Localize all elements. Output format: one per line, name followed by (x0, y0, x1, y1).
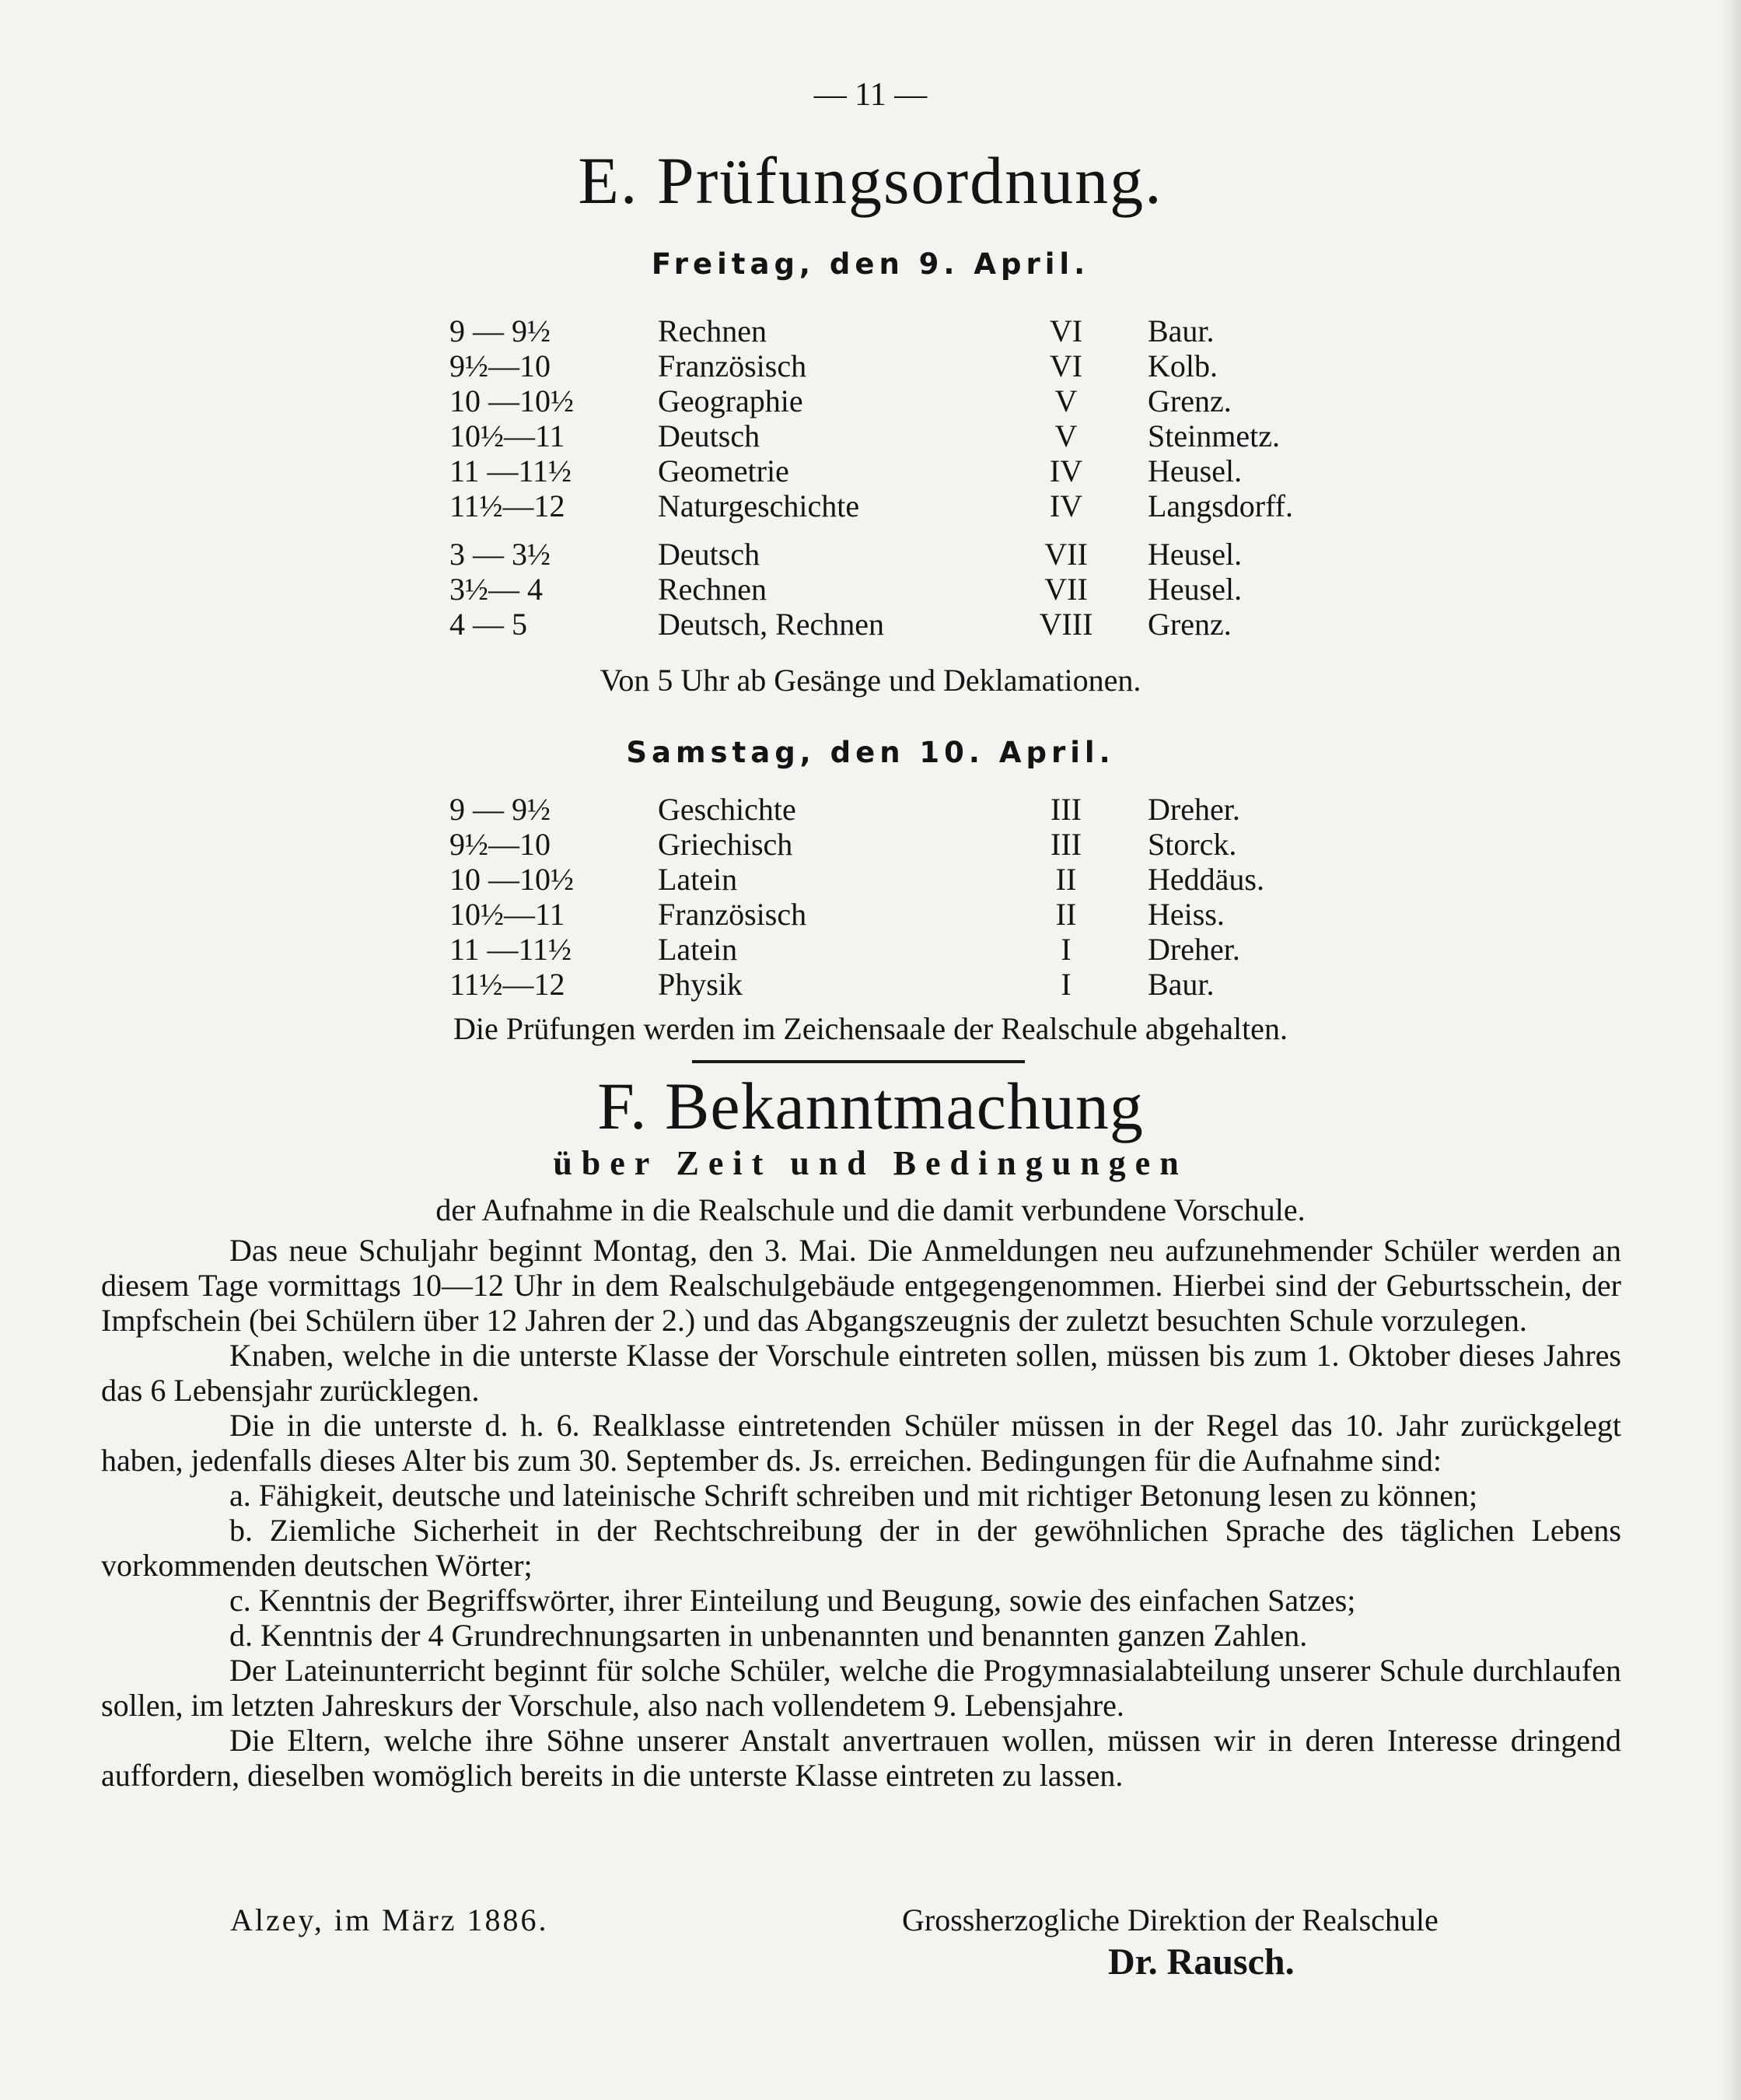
schedule-subject: Deutsch (658, 418, 760, 453)
schedule-row (420, 792, 1350, 827)
schedule-teacher: Grenz. (1148, 607, 1232, 642)
schedule-class: V (1054, 383, 1078, 418)
schedule-subject: Deutsch (658, 537, 760, 572)
schedule-teacher: Langsdorff. (1148, 488, 1293, 523)
schedule-time: 10½—11 (449, 897, 565, 932)
schedule-time: 9 — 9½ (449, 313, 551, 348)
schedule-teacher: Dreher. (1148, 792, 1240, 827)
schedule-time: 4 — 5 (449, 607, 527, 642)
schedule-teacher: Kolb. (1148, 348, 1218, 383)
condition-item: b. Ziemliche Sicherheit in der Rechtschreibung der in der gewöhnlichen Sprache des täglichen Lebens vorkommenden deutschen Wörter; (101, 1513, 1621, 1583)
section-f-subtitle: über Zeit und Bedingungen (553, 1144, 1188, 1182)
section-f-subtitle-2: der Aufnahme in die Realschule und die damit verbundene Vorschule. (435, 1192, 1306, 1227)
schedule-row (420, 383, 1350, 418)
paragraph: Knaben, welche in die unterste Klasse der Vorschule eintreten sollen, müssen bis zum 1. Oktober dieses Jahres das 6 Lebensjahr zurücklegen. (101, 1338, 1621, 1408)
schedule-class: V (1054, 418, 1078, 453)
schedule-subject: Französisch (658, 348, 807, 383)
schedule-teacher: Heusel. (1148, 572, 1243, 607)
schedule-row (420, 932, 1350, 967)
schedule-class: II (1055, 862, 1077, 897)
schedule-row (420, 488, 1350, 523)
condition-item: a. Fähigkeit, deutsche und lateinische Schrift schreiben und mit richtiger Betonung lesen zu können; (229, 1478, 1478, 1513)
schedule-row (420, 897, 1350, 932)
paragraph: Das neue Schuljahr beginnt Montag, den 3. Mai. Die Anmeldungen neu aufzunehmender Schüler werden an diesem Tage vormittags 10—12 Uhr in dem Realschulgebäude entgegengenommen. Hierbei sind der Geburtsschein, der Impfschein (bei Schülern über 12 Jahren der 2.) und das Abgangszeugnis der zuletzt besuchten Schule vorzulegen. (101, 1233, 1621, 1338)
schedule-subject: Griechisch (658, 827, 793, 862)
section-divider (692, 1060, 1025, 1063)
schedule-class: VIII (1039, 607, 1093, 642)
schedule-subject: Geometrie (658, 453, 789, 488)
schedule-row (420, 607, 1350, 642)
authority: Grossherzogliche Direktion der Realschule (902, 1902, 1439, 1937)
paragraph: Die in die unterste d. h. 6. Realklasse eintretenden Schüler müssen in der Regel das 10. Jahr zurückgelegt haben, jedenfalls dieses Alter bis zum 30. September ds. Js. erreichen. Bedingungen für die Aufnahme sind: (101, 1408, 1621, 1478)
schedule-class: I (1061, 932, 1072, 967)
schedule-time: 10 —10½ (449, 383, 574, 418)
schedule-time: 3½— 4 (449, 572, 543, 607)
schedule-row (420, 453, 1350, 488)
schedule-subject: Rechnen (658, 572, 767, 607)
schedule-class: VI (1049, 313, 1083, 348)
schedule-time: 10 —10½ (449, 862, 574, 897)
exam-location-note: Die Prüfungen werden im Zeichensaale der Realschule abgehalten. (453, 1011, 1288, 1046)
schedule-time: 11 —11½ (449, 453, 572, 488)
schedule-subject: Naturgeschichte (658, 488, 860, 523)
schedule-friday-morning (420, 313, 1350, 523)
schedule-teacher: Baur. (1148, 967, 1215, 1002)
schedule-teacher: Baur. (1148, 313, 1215, 348)
schedule-subject: Deutsch, Rechnen (658, 607, 885, 642)
friday-note: Von 5 Uhr ab Gesänge und Deklamationen. (600, 663, 1141, 698)
schedule-class: IV (1049, 488, 1083, 523)
page-edge-shadow (1721, 0, 1741, 2100)
schedule-subject: Latein (658, 862, 738, 897)
day2-heading: Samstag, den 10. April. (626, 736, 1115, 769)
section-f-title: F. Bekanntmachung (597, 1069, 1144, 1143)
schedule-class: II (1055, 897, 1077, 932)
schedule-subject: Französisch (658, 897, 807, 932)
condition-item: c. Kenntnis der Begriffswörter, ihrer Einteilung und Beugung, sowie des einfachen Satzes; (229, 1583, 1356, 1618)
schedule-teacher: Heddäus. (1148, 862, 1264, 897)
schedule-row (420, 827, 1350, 862)
schedule-time: 10½—11 (449, 418, 565, 453)
schedule-row (420, 967, 1350, 1002)
place-date: Alzey, im März 1886. (230, 1902, 549, 1937)
schedule-time: 9½—10 (449, 348, 551, 383)
signature: Dr. Rausch. (1108, 1941, 1295, 1983)
schedule-saturday (420, 792, 1350, 1002)
schedule-teacher: Heusel. (1148, 453, 1243, 488)
section-e-title: E. Prüfungsordnung. (578, 143, 1163, 218)
schedule-teacher: Dreher. (1148, 932, 1240, 967)
paragraph: Der Lateinunterricht beginnt für solche Schüler, welche die Progymnasialabteilung unserer Schule durchlaufen sollen, im letzten Jahreskurs der Vorschule, also nach vollendetem 9. Lebensjahre. (101, 1653, 1621, 1723)
schedule-row (420, 572, 1350, 607)
schedule-subject: Latein (658, 932, 738, 967)
schedule-teacher: Storck. (1148, 827, 1237, 862)
schedule-class: III (1051, 792, 1082, 827)
schedule-row (420, 537, 1350, 572)
schedule-class: IV (1049, 453, 1083, 488)
schedule-time: 9 — 9½ (449, 792, 551, 827)
schedule-class: VII (1044, 572, 1088, 607)
page-number: — 11 — (813, 77, 928, 113)
schedule-time: 11½—12 (449, 967, 565, 1002)
announcement-body (101, 1233, 1621, 1793)
schedule-class: I (1061, 967, 1072, 1002)
schedule-class: III (1051, 827, 1082, 862)
schedule-time: 11 —11½ (449, 932, 572, 967)
schedule-row (420, 348, 1350, 383)
schedule-subject: Rechnen (658, 313, 767, 348)
schedule-class: VI (1049, 348, 1083, 383)
schedule-time: 11½—12 (449, 488, 565, 523)
schedule-class: VII (1044, 537, 1088, 572)
schedule-time: 9½—10 (449, 827, 551, 862)
schedule-row (420, 313, 1350, 348)
schedule-subject: Physik (658, 967, 743, 1002)
schedule-friday-afternoon (420, 537, 1350, 642)
schedule-teacher: Heiss. (1148, 897, 1225, 932)
schedule-time: 3 — 3½ (449, 537, 551, 572)
schedule-row (420, 418, 1350, 453)
condition-item: d. Kenntnis der 4 Grundrechnungsarten in unbenannten und benannten ganzen Zahlen. (229, 1618, 1308, 1653)
schedule-subject: Geographie (658, 383, 803, 418)
schedule-subject: Geschichte (658, 792, 796, 827)
day1-heading: Freitag, den 9. April. (651, 247, 1090, 281)
schedule-teacher: Heusel. (1148, 537, 1243, 572)
schedule-teacher: Steinmetz. (1148, 418, 1280, 453)
schedule-teacher: Grenz. (1148, 383, 1232, 418)
schedule-row (420, 862, 1350, 897)
paragraph: Die Eltern, welche ihre Söhne unserer Anstalt anvertrauen wollen, müssen wir in deren Interesse dringend auffordern, dieselben womöglich bereits in die unterste Klasse eintreten zu lassen. (101, 1723, 1621, 1793)
